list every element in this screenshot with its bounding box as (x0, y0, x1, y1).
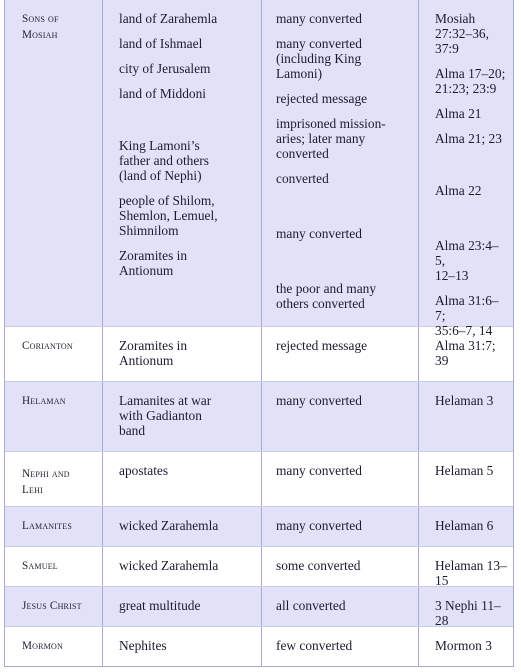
reference-cell: Helaman 6 (435, 518, 494, 533)
reference-column (418, 0, 511, 338)
reference-cell: Alma 31:6–7; 35:6–7, 14 (435, 293, 499, 338)
place-cell: land of Ishmael (119, 36, 203, 51)
place-cell: land of Zarahemla (119, 11, 218, 26)
place-column (102, 547, 261, 586)
reference-column (418, 327, 511, 381)
result-cell: imprisoned mission- aries; later many converted (276, 116, 386, 161)
table-row (5, 326, 513, 381)
speaker-cell: Helaman (22, 395, 66, 407)
place-column (102, 382, 261, 451)
place-cell: great multitude (119, 598, 201, 613)
result-cell: many converted (276, 463, 362, 478)
result-cell: converted (276, 171, 329, 186)
table-row (5, 546, 513, 586)
missionary-table (4, 0, 514, 667)
place-cell: Zoramites in Antionum (119, 248, 188, 278)
place-cell: wicked Zarahemla (119, 558, 219, 573)
table-row (5, 506, 513, 546)
speaker-cell: Lamanites (22, 520, 72, 532)
place-cell: Zoramites in Antionum (119, 338, 188, 368)
result-column (261, 627, 418, 666)
result-cell: all converted (276, 598, 346, 613)
reference-cell: Alma 31:7; 39 (435, 338, 496, 368)
reference-column (418, 587, 511, 626)
speaker-cell: Jesus Christ (22, 600, 82, 612)
result-cell: rejected message (276, 91, 368, 106)
table-row (5, 626, 513, 666)
place-cell: city of Jerusalem (119, 61, 211, 76)
place-cell: apostates (119, 463, 169, 478)
result-column (261, 327, 418, 381)
result-cell: many converted (276, 518, 362, 533)
result-column (261, 547, 418, 586)
place-cell: wicked Zarahemla (119, 518, 219, 533)
reference-cell: Alma 23:4–5, 12–13 (435, 238, 499, 283)
speaker-cell: Sons of Mosiah (22, 13, 59, 41)
reference-cell: Helaman 3 (435, 393, 494, 408)
place-column (102, 627, 261, 666)
result-cell: many converted (276, 393, 362, 408)
result-cell: the poor and many others converted (276, 281, 377, 311)
place-column (102, 452, 261, 506)
reference-cell: Alma 17–20; 21:23; 23:9 (435, 66, 506, 96)
table-row (5, 586, 513, 626)
place-cell: King Lamoni’s father and others (land of Nephi) (119, 138, 209, 183)
reference-column (418, 627, 511, 666)
reference-cell: Alma 22 (435, 183, 482, 198)
reference-cell: Helaman 5 (435, 463, 494, 478)
reference-column (418, 382, 511, 451)
table-row (5, 381, 513, 451)
result-cell: many converted (including King Lamoni) (276, 36, 362, 81)
reference-cell: Mosiah 27:32–36, 37:9 (435, 11, 489, 56)
result-column (261, 452, 418, 506)
reference-cell: Alma 21; 23 (435, 131, 502, 146)
speaker-cell: Nephi and Lehi (22, 468, 70, 496)
place-cell: land of Middoni (119, 86, 207, 101)
result-cell: some converted (276, 558, 361, 573)
result-column (261, 0, 418, 326)
place-cell: Nephites (119, 638, 167, 653)
table-row (5, 451, 513, 506)
table-row (5, 0, 513, 338)
reference-column (418, 547, 511, 586)
result-cell: many converted (276, 11, 362, 26)
result-column (261, 587, 418, 626)
reference-cell: Helaman 13–15 (435, 558, 507, 588)
place-cell: people of Shilom, Shemlon, Lemuel, Shimnilom (119, 193, 218, 238)
reference-cell: Alma 21 (435, 106, 482, 121)
result-column (261, 507, 418, 546)
result-cell: few converted (276, 638, 353, 653)
place-cell: Lamanites at war with Gadianton band (119, 393, 212, 438)
place-column (102, 0, 261, 326)
reference-column (418, 507, 511, 546)
speaker-cell: Mormon (22, 640, 63, 652)
speaker-cell: Samuel (22, 560, 58, 572)
place-column (102, 327, 261, 381)
reference-cell: Mormon 3 (435, 638, 492, 653)
reference-column (418, 452, 511, 506)
place-column (102, 587, 261, 626)
result-cell: rejected message (276, 338, 368, 353)
place-column (102, 507, 261, 546)
speaker-cell: Corianton (22, 340, 73, 352)
result-column (261, 382, 418, 451)
reference-cell: 3 Nephi 11–28 (435, 598, 501, 628)
result-cell: many converted (276, 226, 362, 241)
